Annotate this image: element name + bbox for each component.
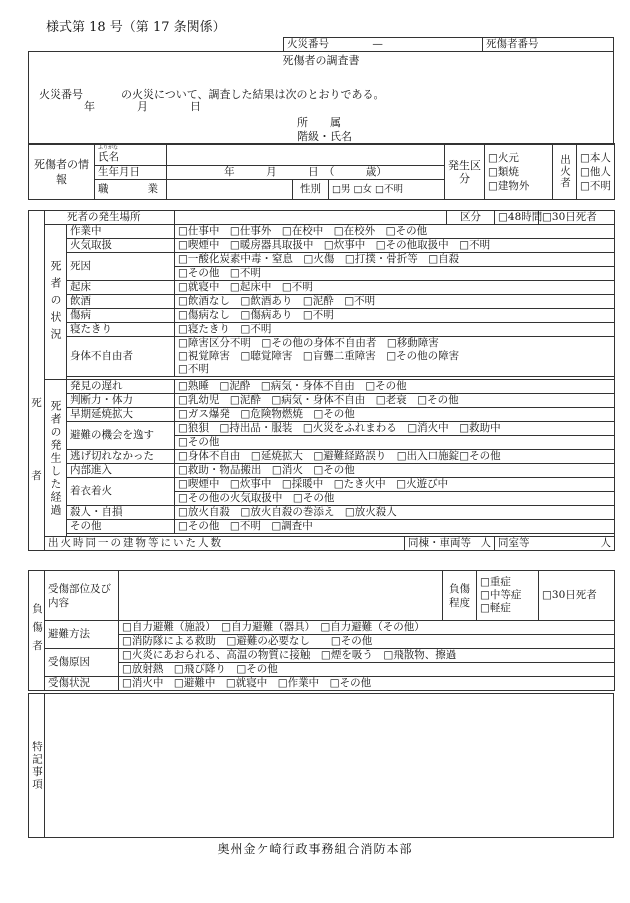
job-label: 職 業 [95, 180, 167, 200]
intro-text: の火災について、調査した結果は次のとおりである。 [121, 88, 385, 101]
status-label-illness: 傷病 [67, 309, 175, 323]
same-vehicle-cell[interactable] [405, 537, 495, 551]
remarks-field[interactable] [45, 694, 614, 838]
month-label: 月 [137, 100, 148, 113]
status-label-work: 作業中 [67, 225, 175, 239]
process-label-spread: 早期延焼拡大 [67, 408, 175, 422]
option-30d[interactable]: □30日死者 [539, 211, 615, 225]
outbreak-option-self[interactable]: □本人 [580, 151, 611, 164]
birth-label: 生年月日 [95, 166, 167, 180]
day-label: 日 [190, 100, 201, 113]
process-options-homicide[interactable]: □放火自殺 □放火自殺の巻添え □放火殺人 [175, 506, 615, 520]
evac-options-2[interactable]: □消防隊による救助 □避難の必要なし □その他 [119, 635, 615, 649]
injured-section-label: 負傷者 [29, 571, 45, 691]
process-options-entry[interactable]: □救助・物品搬出 □消火 □その他 [175, 464, 615, 478]
status-options-fire-use[interactable]: □喫煙中 □暖房器具取扱中 □炊事中 □その他取扱中 □不明 [175, 239, 615, 253]
process-options-missed[interactable]: □狼狽 □持出品・服装 □火災をふれまわる □消火中 □救助中 [175, 422, 615, 436]
sex-female[interactable]: □女 [353, 184, 372, 195]
casualty-number-label: 死傷者番号 [486, 38, 539, 50]
status-options-illness[interactable]: □傷病なし □傷病あり □不明 [175, 309, 615, 323]
injured-30d-option[interactable]: □30日死者 [539, 571, 615, 621]
intro-date[interactable] [84, 100, 201, 113]
info-section-label: 死傷者の情 報 [29, 144, 95, 200]
kubun-label: 区分 [447, 211, 495, 225]
name-field[interactable] [167, 144, 445, 166]
outbreak-label: 出火者 [553, 144, 577, 200]
process-label-trapped: 逃げ切れなかった [67, 450, 175, 464]
rank-name-label: 階級・氏名 [297, 130, 352, 143]
process-label-judgement: 判断力・体力 [67, 394, 175, 408]
sex-unknown[interactable]: □不明 [375, 184, 404, 195]
outbreak-option-other[interactable]: □他人 [580, 165, 611, 178]
name-label-cell [95, 144, 167, 166]
job-field[interactable] [167, 180, 293, 200]
dead-char-1: 死 [31, 396, 42, 409]
process-options-clothing-2[interactable]: □その他の火気取扱中 □その他 [175, 492, 615, 506]
process-options-late[interactable]: □熟睡 □泥酔 □病気・身体不自由 □その他 [175, 380, 615, 394]
injury-degree-label: 負傷程度 [443, 571, 477, 621]
form-title: 死傷者の調査書 [282, 54, 360, 67]
form-number: 様式第 18 号（第 17 条関係） [46, 20, 226, 35]
process-section-label: 死者の発生した経過 [45, 380, 67, 537]
process-options-other[interactable]: □その他 □不明 □調査中 [175, 520, 615, 534]
injury-cause-options-1[interactable]: □火炎にあおられる、高温の物質に接触 □煙を吸う □飛散物、擦過 [119, 649, 615, 663]
dead-char-2: 者 [31, 469, 42, 482]
process-options-clothing[interactable]: □喫煙中 □炊事中 □採暖中 □たき火中 □火遊び中 [175, 478, 615, 492]
dead-section-label [29, 211, 45, 551]
sex-male[interactable]: □男 [332, 184, 351, 195]
death-place-field[interactable] [175, 211, 447, 225]
status-label-fire-use: 火気取扱 [67, 239, 175, 253]
same-vehicle-unit: 人 [480, 537, 491, 549]
injury-cause-label: 受傷原因 [45, 649, 119, 677]
remarks-label: 特記事項 [29, 694, 45, 838]
same-building-label: 出火時同一の建物等にいた人数 [45, 537, 405, 551]
same-room-label: 同室等 [498, 537, 530, 549]
status-label-cause: 死因 [67, 253, 175, 281]
casualty-number-cell[interactable] [483, 38, 614, 52]
status-options-wake[interactable]: □就寝中 □起床中 □不明 [175, 281, 615, 295]
status-options-disabled[interactable]: □障害区分不明 □その他の身体不自由者 □移動障害 [175, 337, 615, 351]
status-options-cause-2[interactable]: □その他 □不明 [175, 267, 615, 281]
process-label-entry: 内部進入 [67, 464, 175, 478]
process-label-other: その他 [67, 520, 175, 534]
origin-options[interactable] [485, 144, 553, 200]
same-vehicle-label: 同棟・車両等 [408, 537, 471, 549]
remarks-table [28, 693, 614, 838]
process-label-clothing: 着衣着火 [67, 478, 175, 506]
origin-label: 発生区分 [445, 144, 485, 200]
status-label-wake: 起床 [67, 281, 175, 295]
intro-disaster-label: 火災番号 [39, 88, 83, 101]
disaster-number-label: 火災番号 [287, 38, 329, 50]
process-options-judgement[interactable]: □乳幼児 □泥酔 □病気・身体不自由 □老衰 □その他 [175, 394, 615, 408]
injury-state-label: 受傷状況 [45, 677, 119, 691]
birth-field[interactable]: 年 月 日 （ 歳） [167, 166, 445, 180]
process-options-trapped[interactable]: □身体不自由 □延焼拡大 □避難経路誤り □出入口施錠□その他 [175, 450, 615, 464]
status-label-drink: 飲酒 [67, 295, 175, 309]
degree-severe[interactable]: □重症 [480, 576, 511, 588]
evac-options-1[interactable]: □自力避難（施設） □自力避難（器具） □自力避難（その他） [119, 621, 615, 635]
status-options-disabled-2[interactable]: □視覚障害 □聴覚障害 □盲聾二重障害 □その他の障害 [175, 350, 615, 363]
process-options-spread[interactable]: □ガス爆発 □危険物燃焼 □その他 [175, 408, 615, 422]
intro-section [29, 52, 614, 145]
status-options-cause[interactable]: □一酸化炭素中毒・窒息 □火傷 □打撲・骨折等 □自殺 [175, 253, 615, 267]
origin-option-spread[interactable]: □類焼 [488, 165, 519, 178]
injury-part-label: 受傷部位及び内容 [45, 571, 119, 621]
injury-cause-options-2[interactable]: □放射熱 □飛び降り □その他 [119, 663, 615, 677]
disaster-number-value: — [372, 38, 383, 50]
same-room-unit: 人 [600, 537, 611, 549]
status-section-label: 死者の状況 [45, 225, 67, 380]
status-options-drink[interactable]: □飲酒なし □飲酒あり □泥酔 □不明 [175, 295, 615, 309]
outbreak-options[interactable] [577, 144, 615, 200]
same-room-cell[interactable] [495, 537, 615, 551]
option-48h[interactable]: □48時間 [495, 211, 539, 225]
injured-table [28, 570, 615, 691]
outbreak-option-unknown[interactable]: □不明 [580, 179, 611, 192]
origin-option-outside[interactable]: □建物外 [488, 179, 530, 192]
affiliation-label: 所 属 [297, 116, 341, 129]
header-box [283, 37, 614, 52]
status-options-bedridden[interactable]: □寝たきり □不明 [175, 323, 615, 337]
footer-organization: 奥州金ケ崎行政事務組合消防本部 [217, 842, 413, 856]
disaster-number-cell[interactable] [284, 38, 483, 52]
sex-options[interactable] [329, 180, 445, 200]
injury-state-options[interactable]: □消火中 □避難中 □就寝中 □作業中 □その他 [119, 677, 615, 691]
degree-mild[interactable]: □軽症 [480, 602, 511, 614]
degree-moderate[interactable]: □中等症 [480, 589, 522, 601]
process-options-missed-2[interactable]: □その他 [175, 436, 615, 450]
injury-degree-options[interactable] [477, 571, 539, 621]
injury-part-field[interactable] [119, 571, 443, 621]
furigana-label: ふりがな [98, 144, 119, 151]
status-label-disabled: 身体不自由者 [67, 337, 175, 377]
process-label-homicide: 殺人・自損 [67, 506, 175, 520]
process-label-missed: 避難の機会を逸す [67, 422, 175, 450]
casualty-info-table [28, 143, 615, 200]
form-table [28, 51, 614, 145]
status-label-bedridden: 寝たきり [67, 323, 175, 337]
status-options-work[interactable]: □仕事中 □仕事外 □在校中 □在校外 □その他 [175, 225, 615, 239]
dead-table [28, 210, 615, 551]
name-label: 氏名 [98, 150, 119, 163]
year-label: 年 [84, 100, 95, 113]
death-place-label: 死者の発生場所 [45, 211, 175, 225]
process-label-late: 発見の遅れ [67, 380, 175, 394]
sex-label: 性別 [293, 180, 329, 200]
origin-option-main[interactable]: □火元 [488, 151, 519, 164]
evac-label: 避難方法 [45, 621, 119, 649]
status-options-disabled-3[interactable]: □不明 [175, 363, 615, 377]
